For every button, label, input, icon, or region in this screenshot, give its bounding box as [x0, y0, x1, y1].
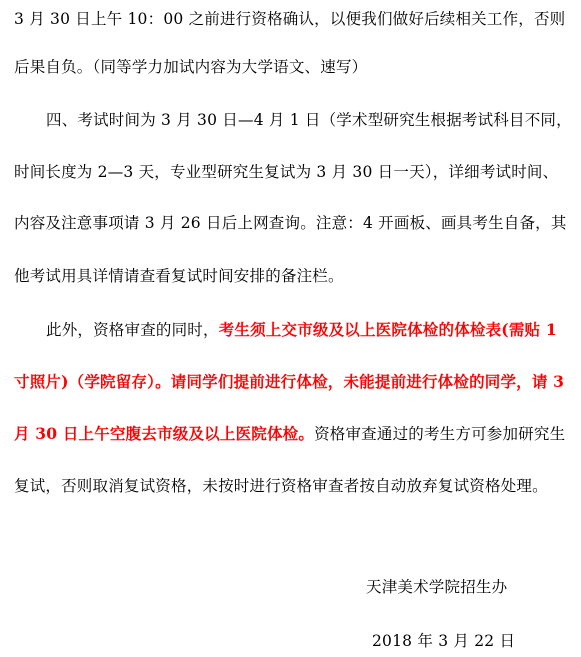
- paragraph-1-line-1: 3 月 30 日上午 10：00 之前进行资格确认，以便我们做好后续相关工作，否则: [14, 10, 566, 28]
- paragraph-1-line-2: 后果自负。（同等学力加试内容为大学语文、速写）: [14, 58, 368, 76]
- paragraph-2-line-3: 内容及注意事项请 3 月 26 日后上网查询。注意：4 开画板、画具考生自备，其: [14, 214, 567, 232]
- signature-organization: 天津美术学院招生办: [366, 578, 508, 596]
- paragraph-3-line-3: [14, 424, 572, 444]
- paragraph-3-line-1-emphasis: 考生须上交市级及以上医院体检的体检表(需贴 1: [218, 320, 557, 339]
- paragraph-3-line-1: [46, 320, 572, 340]
- signature-date: 2018 年 3 月 22 日: [372, 632, 516, 650]
- paragraph-3-line-3-normal: 资格审查通过的考生方可参加研究生: [314, 425, 566, 443]
- paragraph-3-line-3-emphasis: 月 30 日上午空腹去市级及以上医院体检。: [14, 424, 315, 443]
- paragraph-3-line-1-normal: 此外，资格审查的同时，: [46, 321, 219, 339]
- paragraph-3-line-2-emphasis: 寸照片)（学院留存）。请同学们提前进行体检，未能提前进行体检的同学，请 3: [14, 372, 565, 391]
- paragraph-2-line-2: 时间长度为 2—3 天，专业型研究生复试为 3 月 30 日一天），详细考试时间、: [14, 163, 559, 181]
- paragraph-2-line-1: 四、考试时间为 3 月 30 日—4 月 1 日（学术型研究生根据考试科目不同，: [46, 111, 572, 129]
- paragraph-2-line-4: 他考试用具详情请查看复试时间安排的备注栏。: [14, 267, 344, 285]
- paragraph-3-line-4: 复试，否则取消复试资格，未按时进行资格审查者按自动放弃复试资格处理。: [14, 477, 548, 495]
